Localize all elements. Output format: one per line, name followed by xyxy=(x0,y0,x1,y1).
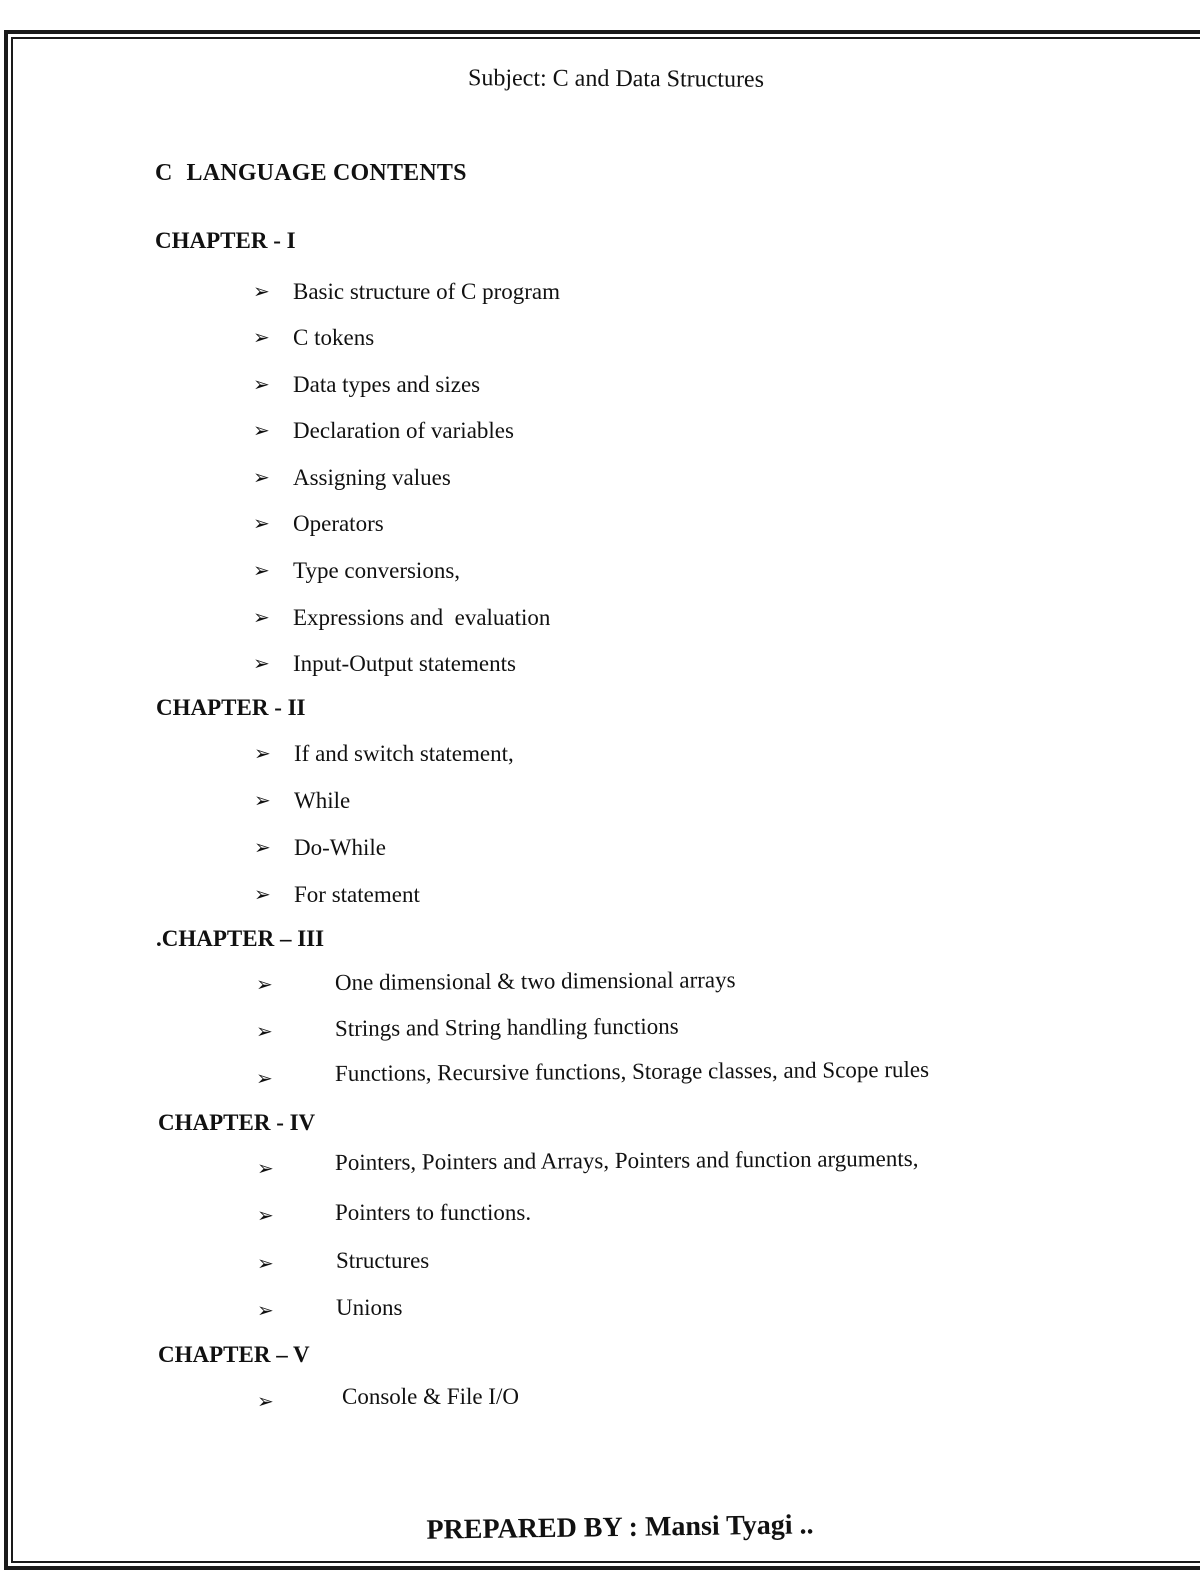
bullet-arrow-icon: ➢ xyxy=(256,972,273,996)
bullet-arrow-icon: ➢ xyxy=(253,511,270,535)
bullet-arrow-icon: ➢ xyxy=(257,1156,274,1180)
bullet-arrow-icon: ➢ xyxy=(253,651,270,675)
chapter-1-item: Basic structure of C program xyxy=(293,279,560,304)
chapter-heading-2: CHAPTER - II xyxy=(156,695,306,720)
chapter-1-item: Data types and sizes xyxy=(293,372,481,397)
chapter-4-item: Pointers to functions. xyxy=(335,1200,532,1225)
chapter-5-item: Console & File I/O xyxy=(342,1384,519,1409)
chapter-1-item: Expressions and evaluation xyxy=(293,605,551,630)
bullet-arrow-icon: ➢ xyxy=(257,1298,274,1322)
chapter-1-item: C tokens xyxy=(293,325,375,350)
bullet-arrow-icon: ➢ xyxy=(253,279,270,303)
chapter-4-item: Pointers, Pointers and Arrays, Pointers and function arguments, xyxy=(334,1145,919,1175)
chapter-2-item: For statement xyxy=(294,882,420,907)
chapter-1-item: Input-Output statements xyxy=(293,651,516,676)
prepared-by: PREPARED BY : Mansi Tyagi .. xyxy=(426,1509,814,1546)
chapter-3-item: Functions, Recursive functions, Storage classes, and Scope rules xyxy=(334,1056,930,1086)
section-heading xyxy=(155,160,467,187)
bullet-arrow-icon: ➢ xyxy=(254,741,271,765)
chapter-heading-3: .CHAPTER – III xyxy=(156,926,325,951)
bullet-arrow-icon: ➢ xyxy=(254,788,271,812)
chapter-1-item: Operators xyxy=(293,511,384,536)
chapter-heading-5: CHAPTER – V xyxy=(158,1342,310,1367)
chapter-3-item: Strings and String handling functions xyxy=(334,1013,679,1041)
bullet-arrow-icon: ➢ xyxy=(257,1251,274,1275)
bullet-arrow-icon: ➢ xyxy=(257,1203,274,1227)
chapter-heading-1: CHAPTER - I xyxy=(155,228,296,253)
bullet-arrow-icon: ➢ xyxy=(253,418,270,442)
bullet-arrow-icon: ➢ xyxy=(256,1066,273,1090)
chapter-4-item: Unions xyxy=(336,1295,403,1320)
bullet-arrow-icon: ➢ xyxy=(253,325,270,349)
chapter-3-item: One dimensional & two dimensional arrays xyxy=(334,967,736,995)
section-heading-prefix: C xyxy=(155,160,173,186)
chapter-1-item: Type conversions, xyxy=(293,558,461,583)
bullet-arrow-icon: ➢ xyxy=(253,465,270,489)
page-border xyxy=(4,30,1200,1570)
chapter-2-item: If and switch statement, xyxy=(294,741,514,766)
chapter-2-item: Do-While xyxy=(294,835,386,860)
chapter-heading-4: CHAPTER - IV xyxy=(158,1110,316,1135)
chapter-2-item: While xyxy=(294,788,351,813)
chapter-1-item: Declaration of variables xyxy=(293,418,514,443)
bullet-arrow-icon: ➢ xyxy=(254,882,271,906)
section-heading-title: LANGUAGE CONTENTS xyxy=(186,160,467,186)
chapter-4-item: Structures xyxy=(336,1248,430,1273)
bullet-arrow-icon: ➢ xyxy=(253,372,270,396)
bullet-arrow-icon: ➢ xyxy=(257,1389,274,1413)
bullet-arrow-icon: ➢ xyxy=(254,835,271,859)
bullet-arrow-icon: ➢ xyxy=(253,558,270,582)
subject-line: Subject: C and Data Structures xyxy=(467,65,765,93)
chapter-1-item: Assigning values xyxy=(293,465,451,490)
bullet-arrow-icon: ➢ xyxy=(253,605,270,629)
bullet-arrow-icon: ➢ xyxy=(256,1019,273,1043)
